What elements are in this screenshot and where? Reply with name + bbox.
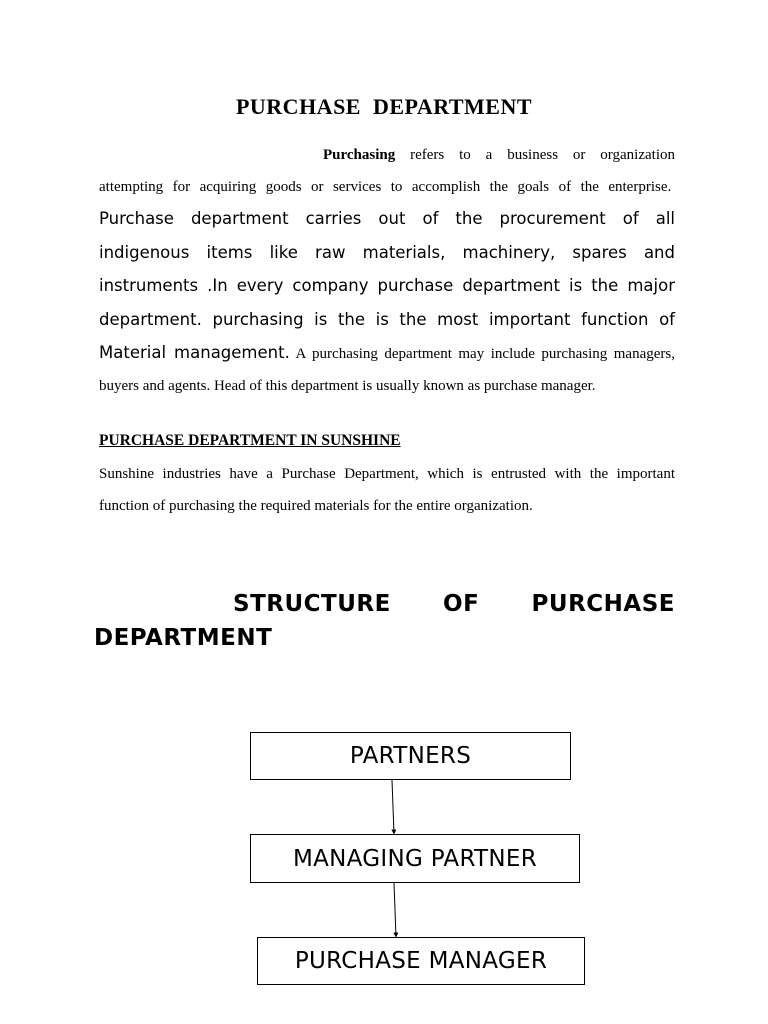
structure-heading-word: PURCHASE bbox=[531, 591, 675, 617]
structure-heading bbox=[94, 587, 675, 655]
intro-definition-text: refers to a business or organization attempting for acquiring goods or services to accomplish the goals of the enterprise. bbox=[99, 147, 675, 195]
org-box-purchase-manager: PURCHASE MANAGER bbox=[257, 937, 585, 985]
intro-purchasing-staff-text: A purchasing department may include purchasing managers, buyers and agents. Head of this department is usually known as purchase manager. bbox=[99, 346, 675, 394]
arrow-managing-to-purchase bbox=[394, 883, 396, 937]
sunshine-paragraph: Sunshine industries have a Purchase Department, which is entrusted with the important function of purchasing the required materials for the entire organization. bbox=[99, 466, 675, 514]
org-box-managing-partner: MANAGING PARTNER bbox=[250, 834, 580, 883]
sunshine-section-heading: PURCHASE DEPARTMENT IN SUNSHINE bbox=[99, 432, 401, 449]
structure-heading-line1 bbox=[94, 587, 675, 621]
org-box-partners: PARTNERS bbox=[250, 732, 571, 780]
structure-heading-line2: DEPARTMENT bbox=[94, 625, 273, 651]
intro-bold-term: Purchasing bbox=[323, 147, 396, 163]
arrow-partners-to-managing bbox=[392, 780, 394, 834]
structure-heading-word: OF bbox=[443, 591, 480, 617]
intro-paragraph bbox=[99, 140, 675, 402]
page-title: PURCHASE DEPARTMENT bbox=[235, 94, 533, 119]
intro-procurement-text: Purchase department carries out of the procurement of all indigenous items like raw materials, machinery, spares and instruments .In every company purchase department is the major department. purchasing is the is the most important function of Material management. bbox=[99, 209, 675, 362]
structure-heading-word: STRUCTURE bbox=[233, 591, 391, 617]
